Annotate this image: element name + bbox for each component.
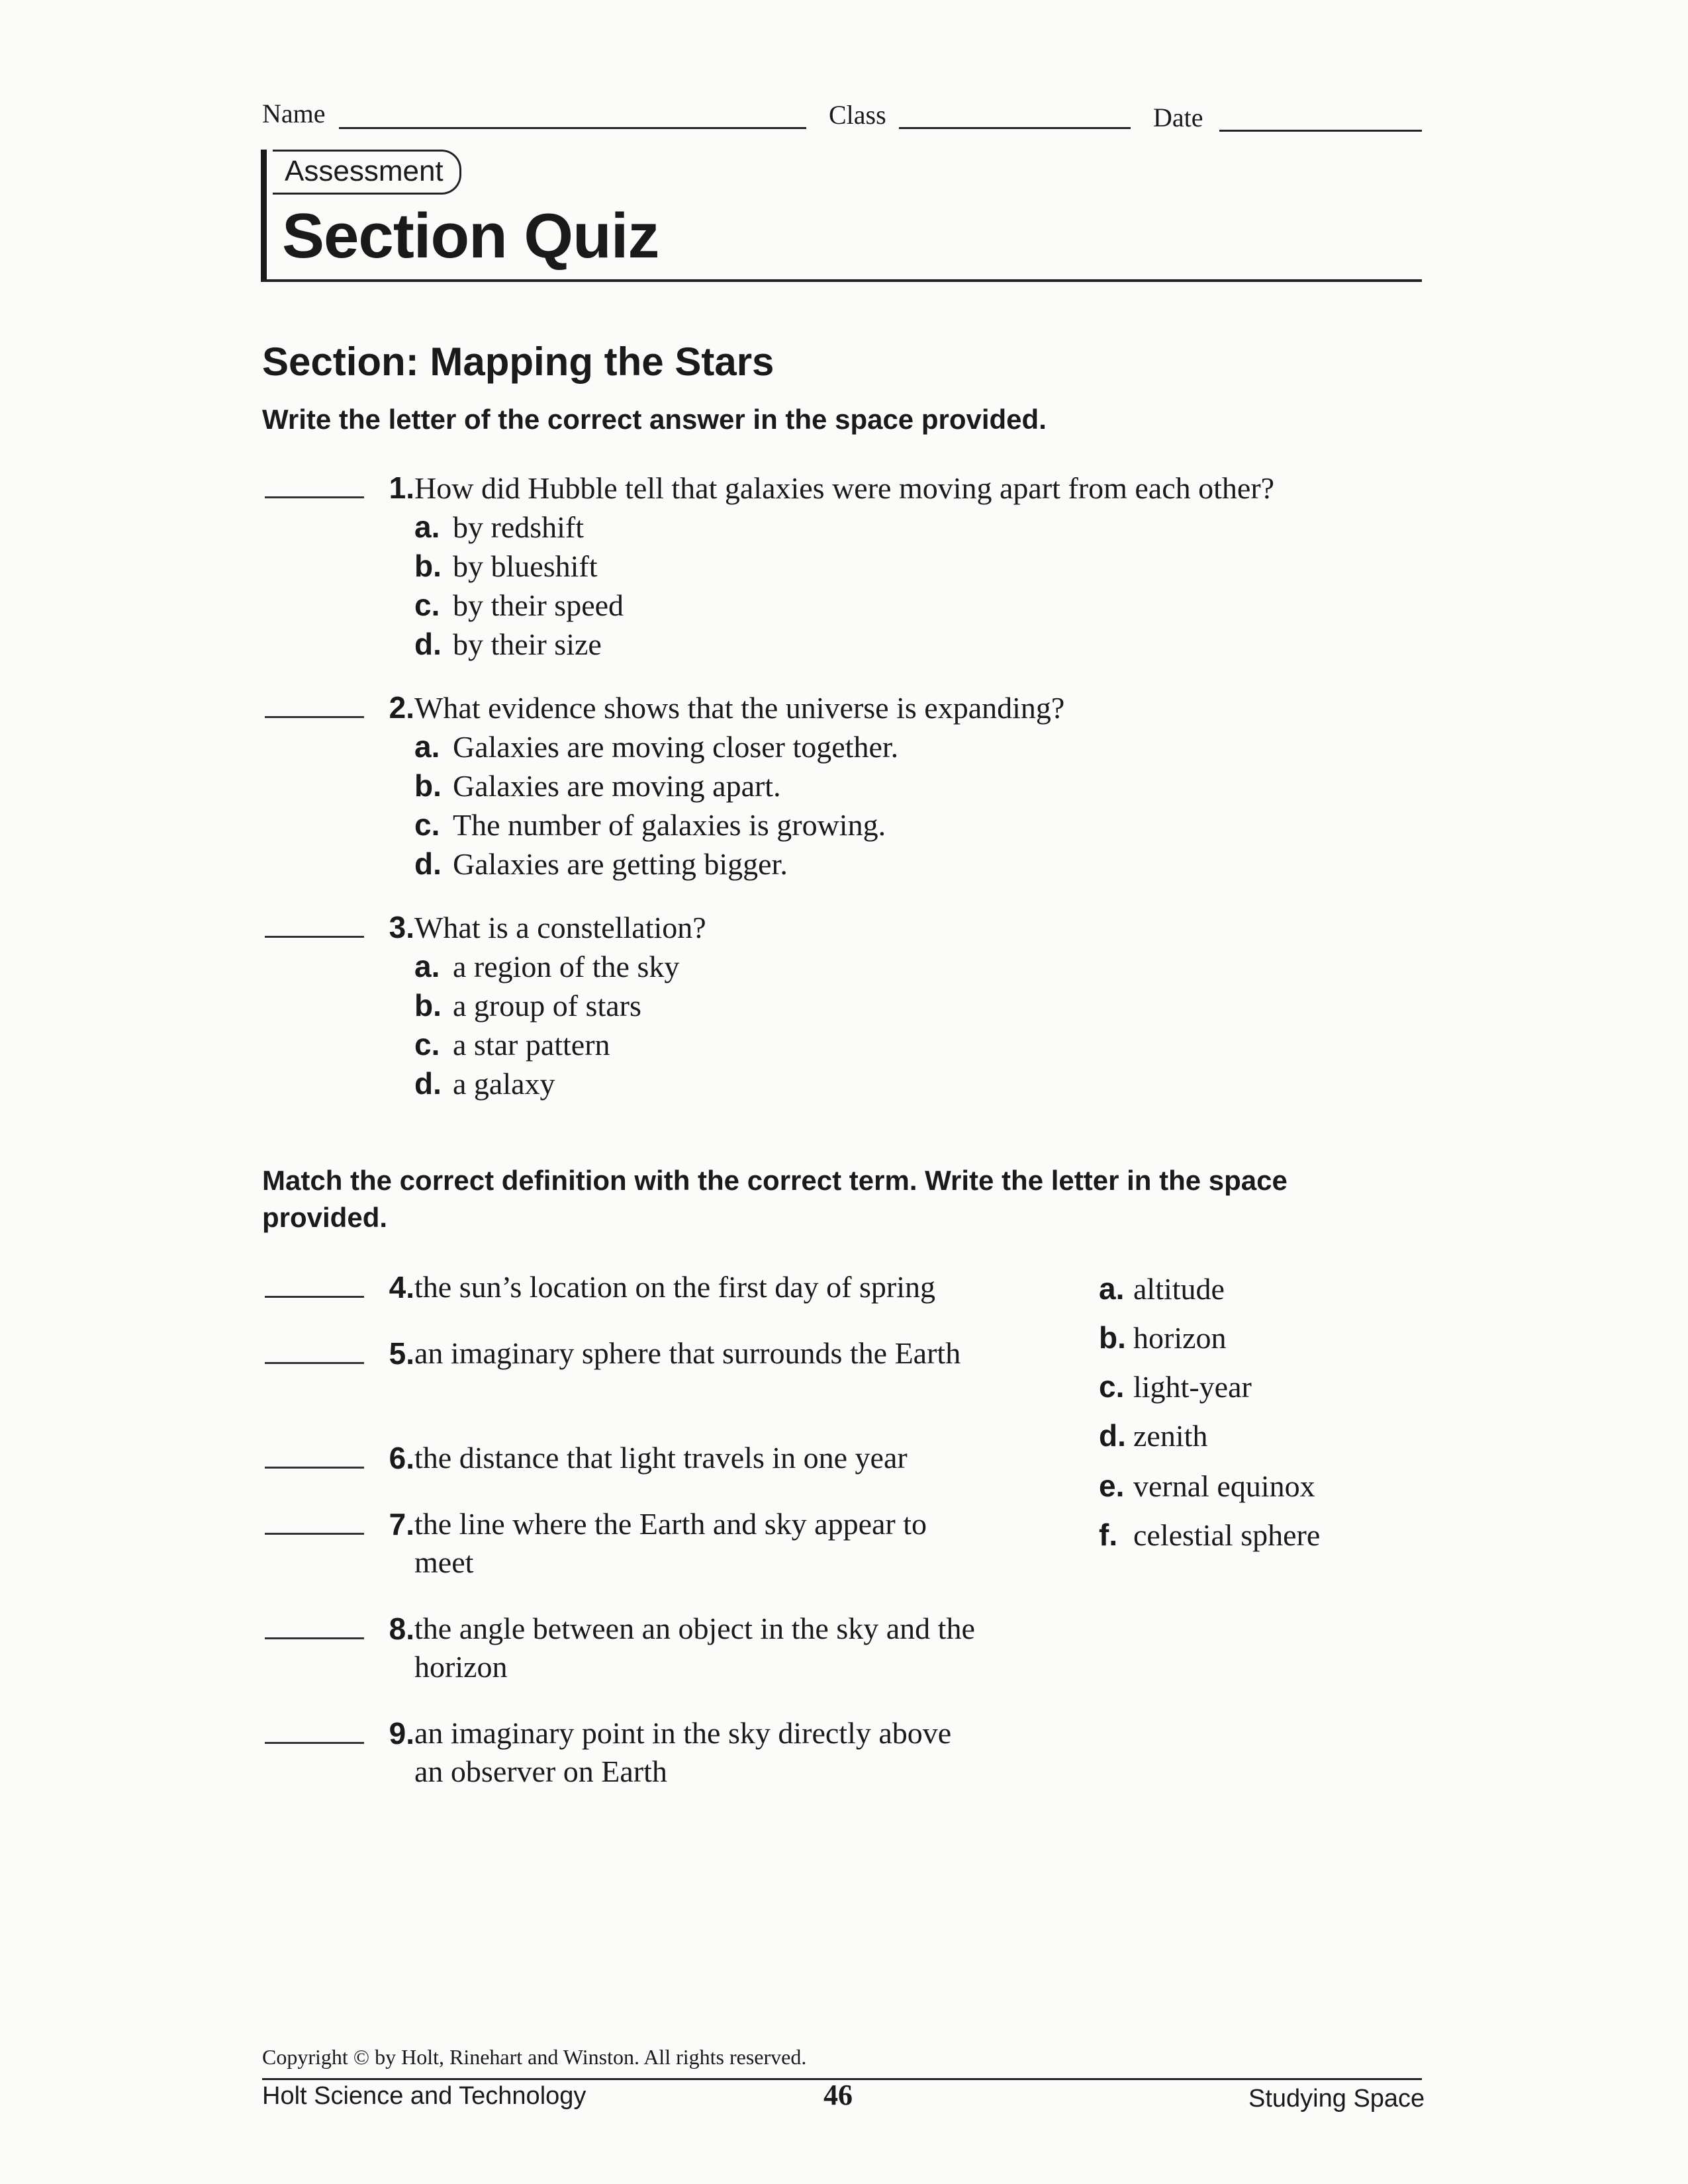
title-rule bbox=[261, 279, 1422, 282]
definition-text: an imaginary sphere that surrounds the Earth bbox=[414, 1336, 961, 1370]
option-text: a star pattern bbox=[453, 1028, 610, 1062]
option-text: by their speed bbox=[453, 588, 624, 622]
term-e: e. vernal equinox bbox=[1099, 1469, 1315, 1503]
answer-blank-2[interactable] bbox=[265, 716, 364, 718]
part1-instructions: Write the letter of the correct answer in the space provided. bbox=[262, 404, 1047, 435]
option-text: a galaxy bbox=[453, 1067, 555, 1101]
assessment-tag: Assessment bbox=[273, 150, 461, 195]
definition-6: 6. the distance that light travels in one year bbox=[265, 1439, 1046, 1477]
term-a: a. altitude bbox=[1099, 1271, 1225, 1306]
definition-4: 4. the sun’s location on the first day of spring bbox=[265, 1268, 1046, 1306]
option-text: Galaxies are getting bigger. bbox=[453, 847, 788, 881]
option-text: Galaxies are moving closer together. bbox=[453, 730, 899, 764]
question-text: How did Hubble tell that galaxies were moving apart from each other? bbox=[414, 471, 1275, 505]
definition-8: 8. the angle between an object in the sky and the horizon bbox=[265, 1610, 980, 1686]
answer-blank-4[interactable] bbox=[265, 1296, 364, 1298]
option-text: The number of galaxies is growing. bbox=[453, 808, 886, 842]
answer-blank-1[interactable] bbox=[265, 496, 364, 498]
definition-text: the line where the Earth and sky appear to meet bbox=[414, 1507, 927, 1579]
name-field[interactable] bbox=[339, 127, 806, 129]
answer-blank-8[interactable] bbox=[265, 1637, 364, 1639]
option-text: a region of the sky bbox=[453, 950, 680, 983]
question-2: 2. What evidence shows that the universe is expanding? a. Galaxies are moving closer together. b. Galaxies are moving apart. c. The number of galaxies is growing. d. Galaxies are getting bigger. bbox=[265, 688, 1430, 884]
term-b: b. horizon bbox=[1099, 1320, 1227, 1355]
section-title: Section: Mapping the Stars bbox=[262, 340, 774, 384]
copyright-notice: Copyright © by Holt, Rinehart and Winston. All rights reserved. bbox=[262, 2045, 807, 2069]
definition-text: an imaginary point in the sky directly above an observer on Earth bbox=[414, 1716, 952, 1788]
definition-5: 5. an imaginary sphere that surrounds the Earth bbox=[265, 1334, 980, 1373]
question-3: 3. What is a constellation? a. a region of the sky b. a group of stars c. a star pattern d. a galaxy bbox=[265, 908, 1430, 1103]
answer-blank-3[interactable] bbox=[265, 936, 364, 938]
part2-instructions: Match the correct definition with the correct term. Write the letter in the space provided. bbox=[262, 1165, 1288, 1233]
answer-blank-6[interactable] bbox=[265, 1467, 364, 1469]
answer-blank-5[interactable] bbox=[265, 1362, 364, 1364]
option-text: Galaxies are moving apart. bbox=[453, 769, 781, 803]
class-label: Class bbox=[829, 100, 886, 130]
definition-text: the angle between an object in the sky and the horizon bbox=[414, 1612, 975, 1684]
definition-text: the sun’s location on the first day of spring bbox=[414, 1270, 935, 1304]
page-title: Section Quiz bbox=[282, 201, 659, 271]
page-number: 46 bbox=[823, 2079, 853, 2111]
definition-7: 7. the line where the Earth and sky appear to meet bbox=[265, 1505, 980, 1582]
footer-chapter-title: Studying Space bbox=[1248, 2085, 1425, 2113]
name-label: Name bbox=[262, 99, 326, 128]
definition-9: 9. an imaginary point in the sky directly above an observer on Earth bbox=[265, 1714, 953, 1791]
class-field[interactable] bbox=[899, 127, 1131, 129]
term-f: f. celestial sphere bbox=[1099, 1518, 1321, 1552]
term-c: c. light-year bbox=[1099, 1369, 1252, 1404]
date-label: Date bbox=[1153, 103, 1203, 132]
option-text: a group of stars bbox=[453, 989, 641, 1023]
answer-blank-7[interactable] bbox=[265, 1533, 364, 1535]
date-field[interactable] bbox=[1219, 130, 1422, 132]
option-text: by redshift bbox=[453, 510, 585, 544]
question-1: 1. How did Hubble tell that galaxies were moving apart from each other? a. by redshift b. by blueshift c. by their speed d. by their size bbox=[265, 469, 1430, 664]
question-text: What evidence shows that the universe is expanding? bbox=[414, 691, 1065, 725]
option-text: by their size bbox=[453, 627, 602, 661]
banner-bar bbox=[261, 150, 267, 279]
footer-book-title: Holt Science and Technology bbox=[262, 2082, 586, 2110]
option-text: by blueshift bbox=[453, 549, 598, 583]
term-d: d. zenith bbox=[1099, 1418, 1208, 1453]
question-text: What is a constellation? bbox=[414, 911, 706, 944]
definition-text: the distance that light travels in one year bbox=[414, 1441, 908, 1475]
answer-blank-9[interactable] bbox=[265, 1742, 364, 1744]
